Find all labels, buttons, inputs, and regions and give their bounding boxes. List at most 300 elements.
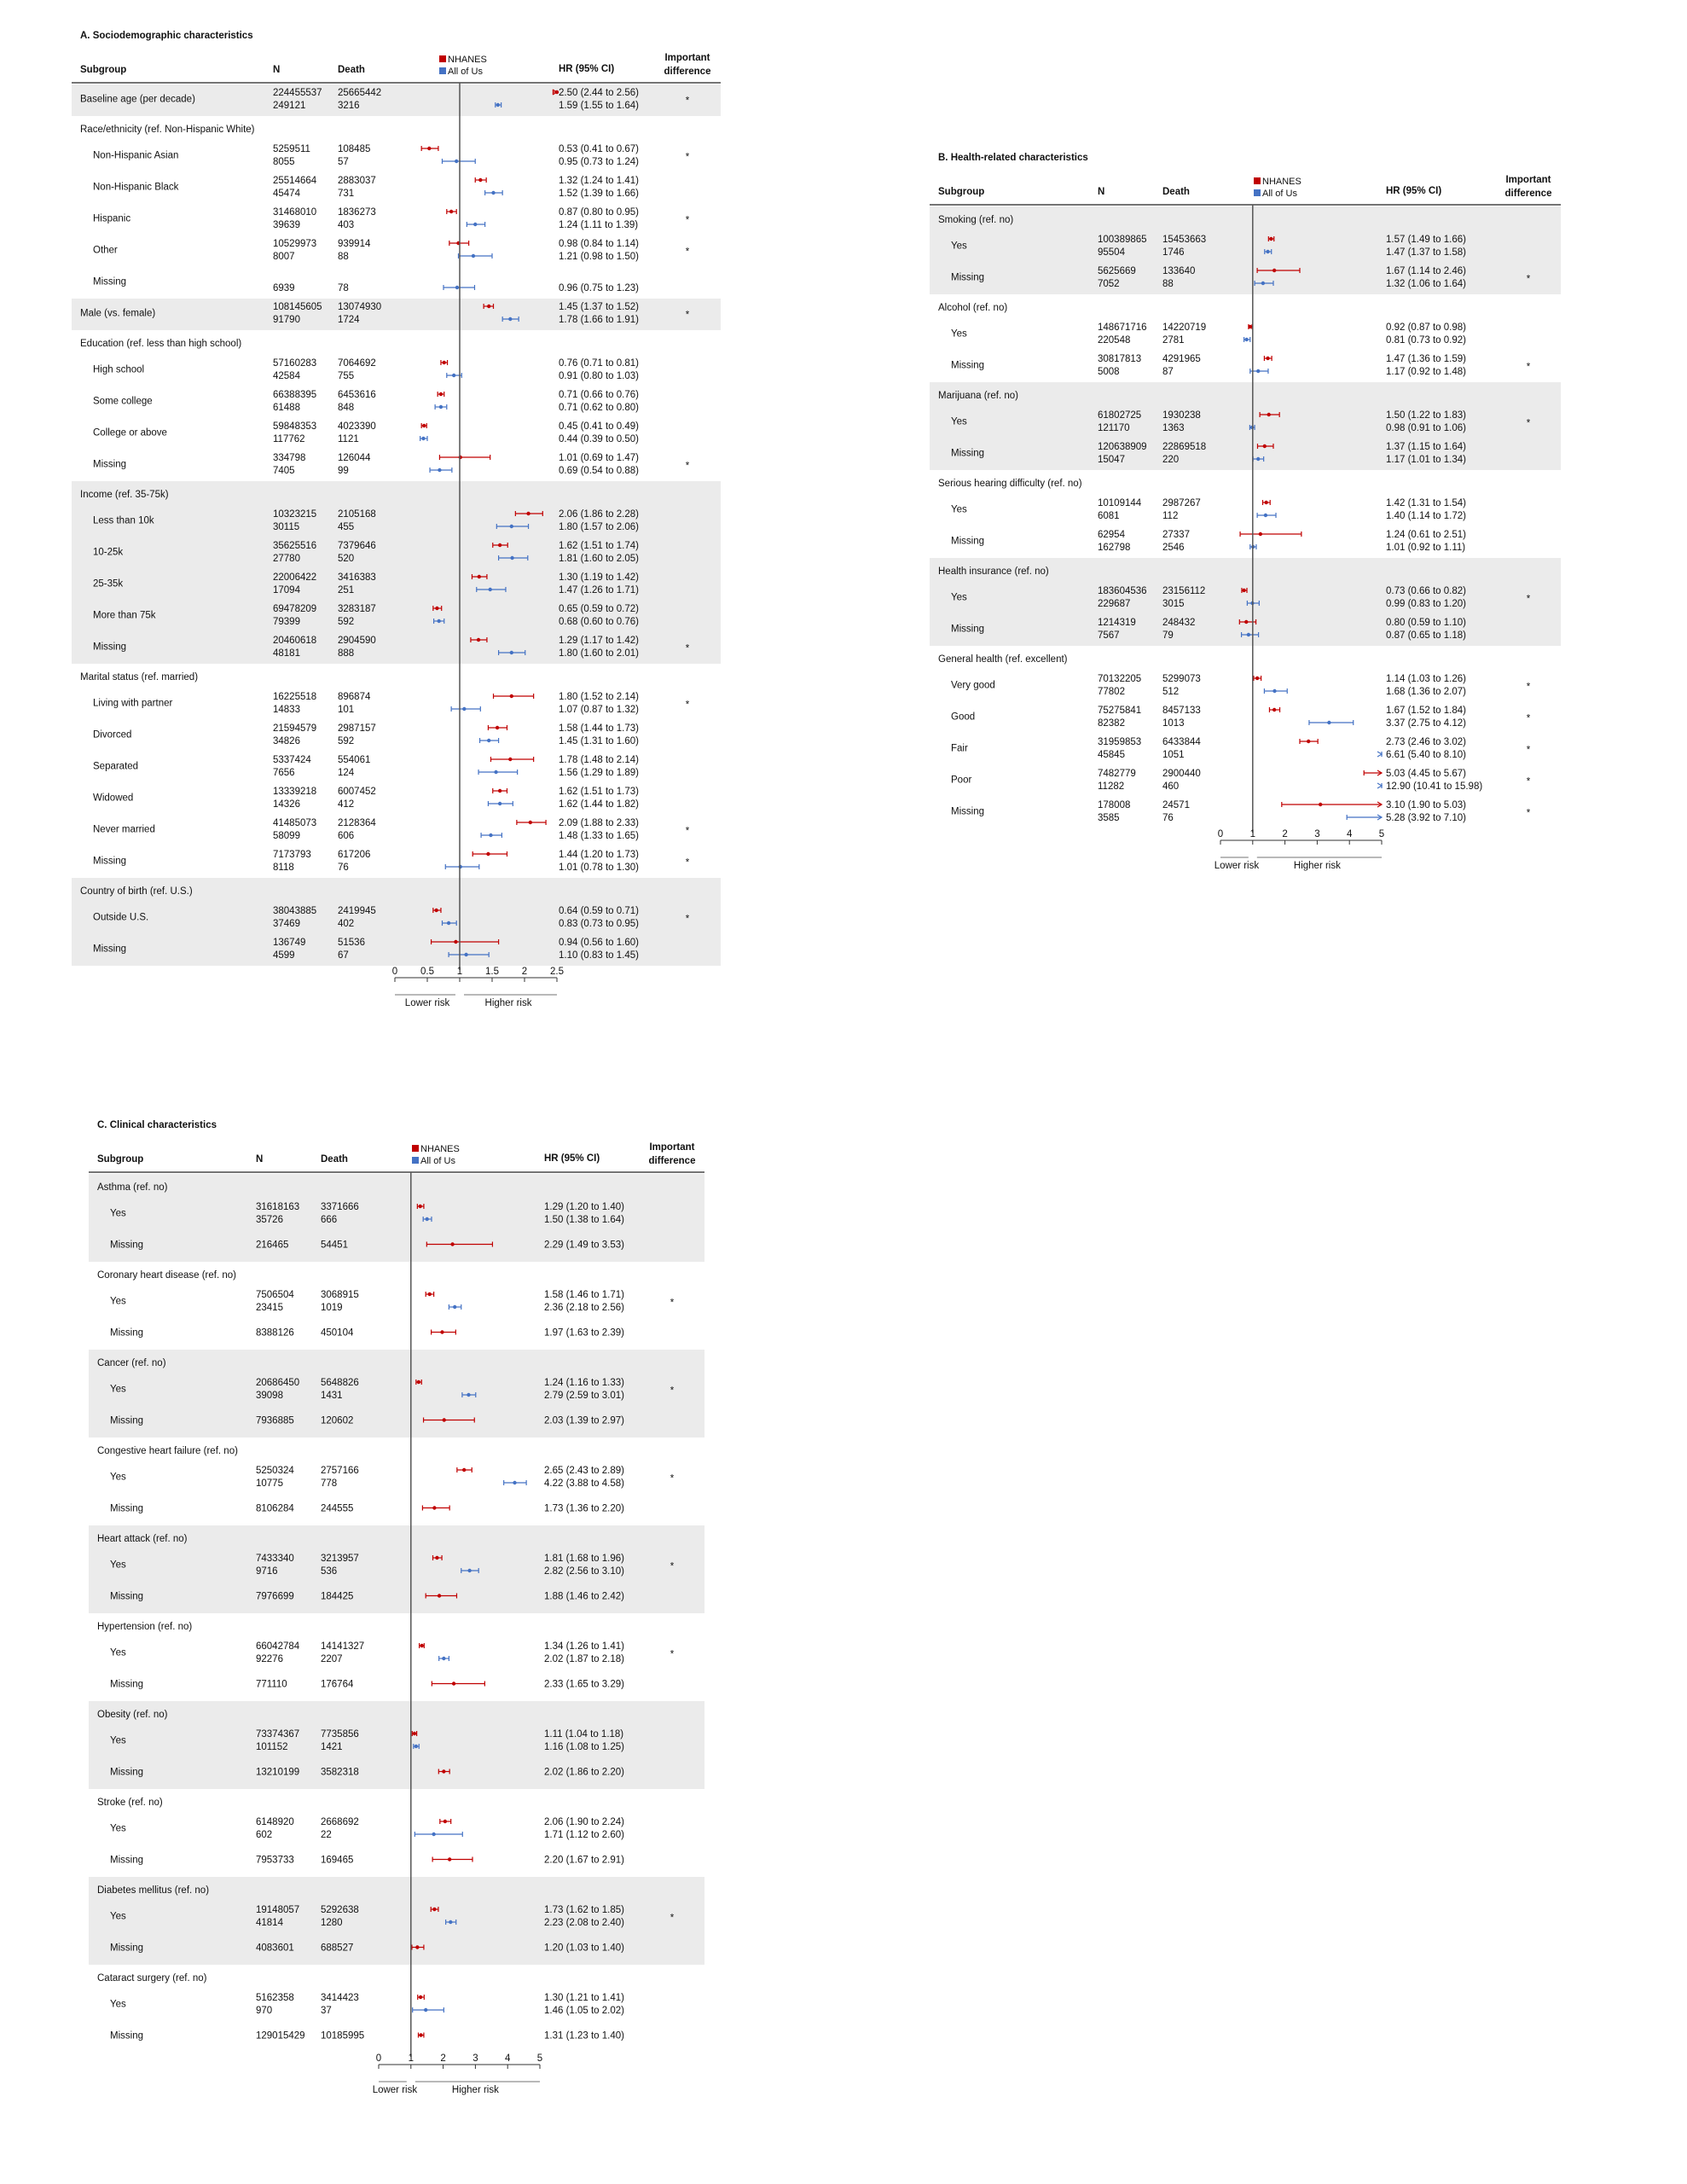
hr-text-nhanes: 1.29 (1.20 to 1.40): [544, 1202, 624, 1212]
header-important: Important: [649, 1142, 695, 1153]
point-estimate-nhanes: [462, 1468, 466, 1472]
death-value-aou: 78: [338, 283, 349, 293]
row-label: Missing: [93, 856, 126, 867]
hr-text-aou: 0.69 (0.54 to 0.88): [559, 466, 639, 476]
row-label: Missing: [110, 2030, 143, 2042]
n-value-nhanes: 66042784: [256, 1641, 300, 1652]
n-value-aou: 101152: [256, 1742, 288, 1752]
point-estimate-nhanes: [1259, 532, 1262, 536]
hr-text-nhanes: 1.57 (1.49 to 1.66): [1386, 235, 1466, 245]
important-marker: *: [685, 215, 690, 226]
n-value-nhanes: 6148920: [256, 1817, 294, 1827]
point-estimate-nhanes: [1244, 620, 1248, 624]
death-value-nhanes: 4291965: [1162, 354, 1201, 364]
death-value-aou: 755: [338, 371, 355, 381]
death-value-aou: 592: [338, 736, 355, 746]
block-4: [930, 558, 1561, 646]
row-label: Missing: [951, 536, 984, 547]
block-0: [72, 84, 721, 116]
important-marker: *: [670, 1473, 675, 1484]
table-row: [110, 1504, 624, 1514]
point-estimate-aou: [437, 619, 440, 623]
x-tick-label: 1: [408, 2053, 415, 2064]
x-tick-label: 2.5: [550, 967, 564, 977]
point-estimate-nhanes: [419, 2033, 422, 2036]
n-value-aou: 79399: [273, 617, 300, 627]
death-value-aou: 112: [1162, 511, 1179, 521]
hr-text-nhanes: 1.01 (0.69 to 1.47): [559, 453, 639, 463]
panel-sociodemographic: [72, 31, 721, 1008]
table-row: [93, 723, 639, 746]
death-value-aou: 731: [338, 189, 355, 199]
point-estimate-aou: [432, 1833, 435, 1836]
hr-text-aou: 1.32 (1.06 to 1.64): [1386, 279, 1466, 289]
table-body: [89, 1174, 704, 2042]
point-estimate-aou: [459, 865, 462, 868]
panel-clinical: [89, 1120, 704, 2095]
point-estimate-aou: [449, 1920, 452, 1924]
hr-text-nhanes: 0.80 (0.59 to 1.10): [1386, 618, 1466, 628]
hr-text-nhanes: 2.29 (1.49 to 3.53): [544, 1240, 624, 1251]
point-estimate-aou: [467, 1393, 470, 1397]
row-label: Missing: [110, 1240, 143, 1251]
n-value-nhanes: 4083601: [256, 1943, 294, 1954]
point-estimate-nhanes: [419, 1995, 422, 1999]
n-value-nhanes: 38043885: [273, 906, 317, 916]
block-heading: Cataract surgery (ref. no): [97, 1973, 207, 1984]
death-value-aou: 592: [338, 617, 355, 627]
block-5: [97, 1622, 675, 1690]
n-value-aou: 3585: [1098, 813, 1120, 823]
hr-text-nhanes: 1.58 (1.46 to 1.71): [544, 1290, 624, 1300]
death-value-nhanes: 120602: [321, 1415, 354, 1426]
point-estimate-aou: [455, 160, 458, 163]
n-value-nhanes: 16225518: [273, 692, 317, 702]
table-row: [951, 674, 1531, 697]
death-value-nhanes: 5648826: [321, 1378, 359, 1388]
block-3: [97, 1446, 675, 1514]
death-value-aou: 402: [338, 919, 355, 929]
hr-text-nhanes: 1.42 (1.31 to 1.54): [1386, 498, 1466, 508]
n-value-nhanes: 5625669: [1098, 266, 1136, 276]
hr-text-aou: 1.46 (1.05 to 2.02): [544, 2006, 624, 2016]
n-value-aou: 37469: [273, 919, 300, 929]
death-value-aou: 22: [321, 1830, 332, 1840]
n-value-aou: 6939: [273, 283, 295, 293]
block-heading: Marital status (ref. married): [80, 672, 199, 682]
point-estimate-nhanes: [427, 147, 431, 150]
hr-text-aou: 3.37 (2.75 to 4.12): [1386, 718, 1466, 729]
point-estimate-nhanes: [1272, 708, 1276, 712]
table-row: [951, 800, 1531, 823]
death-value-aou: 512: [1162, 687, 1180, 697]
point-estimate-nhanes: [1263, 444, 1267, 448]
death-value-aou: 124: [338, 768, 355, 778]
table-row: [951, 498, 1466, 521]
hr-text-aou: 1.80 (1.57 to 2.06): [559, 522, 639, 532]
point-estimate-aou: [1247, 633, 1250, 636]
point-estimate-aou: [453, 1305, 456, 1309]
death-value-nhanes: 6007452: [338, 787, 376, 797]
death-value-aou: 101: [338, 705, 355, 715]
block-5: [80, 672, 690, 873]
n-value-aou: 7567: [1098, 630, 1120, 641]
n-value-aou: 10775: [256, 1478, 283, 1489]
table-row: [110, 1993, 624, 2016]
n-value-nhanes: 108145605: [273, 302, 322, 312]
hr-text-aou: 1.52 (1.39 to 1.66): [559, 189, 639, 199]
hr-text-aou: 1.56 (1.29 to 1.89): [559, 768, 639, 778]
point-estimate-aou: [510, 651, 513, 654]
death-value-nhanes: 2904590: [338, 636, 376, 646]
n-value-nhanes: 216465: [256, 1240, 289, 1251]
higher-risk-label: Higher risk: [451, 2085, 499, 2095]
n-value-nhanes: 7482779: [1098, 769, 1136, 779]
hr-text-nhanes: 0.45 (0.41 to 0.49): [559, 421, 639, 432]
death-value-nhanes: 7379646: [338, 541, 376, 551]
n-value-aou: 970: [256, 2006, 273, 2016]
death-value-nhanes: 7064692: [338, 358, 376, 369]
x-tick-label: 3: [1314, 829, 1320, 839]
ci-arrow-aou: [1377, 783, 1382, 788]
table-row: [951, 354, 1531, 377]
death-value-nhanes: 8457133: [1162, 706, 1201, 716]
important-marker: *: [685, 152, 690, 163]
n-value-nhanes: 178008: [1098, 800, 1131, 810]
row-label: Good: [951, 712, 976, 723]
row-label: Missing: [93, 459, 126, 470]
death-value-aou: 76: [1162, 813, 1174, 823]
important-marker: *: [1526, 745, 1531, 756]
point-estimate-aou: [513, 1481, 516, 1484]
hr-text-aou: 0.96 (0.75 to 1.23): [559, 283, 639, 293]
row-label: Missing: [110, 1591, 143, 1602]
block-2: [930, 382, 1561, 470]
row-label: Yes: [110, 1472, 126, 1483]
point-estimate-nhanes: [450, 1242, 454, 1246]
block-5: [938, 654, 1531, 823]
hr-text-aou: 4.22 (3.88 to 4.58): [544, 1478, 624, 1489]
point-estimate-nhanes: [478, 178, 482, 182]
death-value-nhanes: 133640: [1162, 266, 1196, 276]
header-important: Important: [664, 53, 710, 63]
row-label: Non-Hispanic Asian: [93, 150, 179, 161]
lower-risk-label: Lower risk: [1214, 861, 1260, 871]
block-2: [72, 299, 721, 330]
death-value-nhanes: 3213957: [321, 1554, 359, 1564]
header-hr: HR (95% CI): [544, 1153, 600, 1164]
important-marker: *: [685, 310, 690, 321]
death-value-nhanes: 2128364: [338, 818, 376, 828]
hr-text-nhanes: 2.20 (1.67 to 2.91): [544, 1855, 624, 1866]
death-value-nhanes: 3414423: [321, 1993, 359, 2003]
header-important: Important: [1505, 175, 1551, 185]
point-estimate-aou: [494, 770, 497, 774]
death-value-nhanes: 2105168: [338, 509, 376, 520]
n-value-aou: 8007: [273, 252, 295, 262]
point-estimate-aou: [438, 468, 441, 472]
n-value-aou: 602: [256, 1830, 273, 1840]
hr-text-aou: 1.48 (1.33 to 1.65): [559, 831, 639, 841]
legend-swatch-aou: [439, 67, 446, 74]
death-value-nhanes: 1930238: [1162, 410, 1201, 421]
n-value-nhanes: 100389865: [1098, 235, 1147, 245]
n-value-aou: 14326: [273, 799, 300, 810]
block-heading: Coronary heart disease (ref. no): [97, 1270, 236, 1281]
hr-text-nhanes: 0.64 (0.59 to 0.71): [559, 906, 639, 916]
n-value-nhanes: 73374367: [256, 1729, 300, 1740]
n-value-nhanes: 7936885: [256, 1415, 294, 1426]
row-label: Yes: [110, 1208, 126, 1219]
point-estimate-aou: [439, 405, 443, 409]
table-row: [93, 453, 690, 476]
row-label: Baseline age (per decade): [80, 94, 195, 105]
row-label: Yes: [110, 1735, 126, 1746]
point-estimate-nhanes: [477, 638, 480, 642]
death-value-nhanes: 2883037: [338, 176, 376, 186]
death-value-nhanes: 169465: [321, 1855, 354, 1866]
point-estimate-nhanes: [478, 575, 481, 578]
block-heading: Income (ref. 35-75k): [80, 490, 169, 500]
row-label: Yes: [951, 592, 967, 603]
n-value-nhanes: 13210199: [256, 1767, 300, 1778]
point-estimate-aou: [462, 707, 466, 711]
n-value-aou: 45845: [1098, 750, 1125, 760]
n-value-nhanes: 57160283: [273, 358, 317, 369]
block-heading: Stroke (ref. no): [97, 1798, 163, 1808]
hr-text-nhanes: 1.29 (1.17 to 1.42): [559, 636, 639, 646]
n-value-nhanes: 30817813: [1098, 354, 1142, 364]
hr-text-aou: 1.71 (1.12 to 2.60): [544, 1830, 624, 1840]
death-value-aou: 1051: [1162, 750, 1185, 760]
death-value-aou: 87: [1162, 367, 1174, 377]
death-value-nhanes: 51536: [338, 938, 365, 948]
hr-text-aou: 1.47 (1.26 to 1.71): [559, 585, 639, 595]
row-label: Non-Hispanic Black: [93, 182, 179, 193]
table-row: [93, 176, 639, 199]
hr-text-nhanes: 1.20 (1.03 to 1.40): [544, 1943, 624, 1954]
block-8: [89, 1877, 704, 1965]
higher-risk-label: Higher risk: [484, 998, 532, 1008]
hr-text-aou: 0.87 (0.65 to 1.18): [1386, 630, 1466, 641]
n-value-nhanes: 148671716: [1098, 322, 1147, 333]
legend-swatch-nhanes: [439, 55, 446, 62]
table-row: [93, 692, 690, 715]
death-value-aou: 3216: [338, 101, 360, 111]
death-value-nhanes: 6453616: [338, 390, 376, 400]
row-label: Missing: [110, 1943, 143, 1954]
hr-text-aou: 1.07 (0.87 to 1.32): [559, 705, 639, 715]
n-value-nhanes: 22006422: [273, 572, 317, 583]
death-value-nhanes: 108485: [338, 144, 371, 154]
point-estimate-nhanes: [420, 1644, 423, 1647]
panel-title: C. Clinical characteristics: [97, 1120, 217, 1130]
hr-text-nhanes: 2.09 (1.88 to 2.33): [559, 818, 639, 828]
point-estimate-nhanes: [496, 726, 499, 729]
header-difference: difference: [664, 67, 711, 77]
lower-risk-label: Lower risk: [404, 998, 450, 1008]
hr-text-aou: 1.78 (1.66 to 1.91): [559, 315, 639, 325]
header-difference: difference: [648, 1156, 696, 1166]
row-label: Yes: [951, 241, 967, 252]
point-estimate-nhanes: [498, 789, 501, 793]
n-value-aou: 27780: [273, 554, 300, 564]
row-label: Missing: [93, 944, 126, 955]
death-value-aou: 88: [338, 252, 349, 262]
death-value-nhanes: 3371666: [321, 1202, 359, 1212]
block-7: [97, 1798, 624, 1866]
hr-text-aou: 1.01 (0.92 to 1.11): [1386, 543, 1466, 553]
important-marker: *: [670, 1561, 675, 1572]
point-estimate-nhanes: [443, 1820, 447, 1823]
block-9: [97, 1973, 624, 2042]
death-value-aou: 455: [338, 522, 355, 532]
hr-text-nhanes: 0.87 (0.80 to 0.95): [559, 207, 639, 218]
death-value-aou: 88: [1162, 279, 1174, 289]
n-value-aou: 61488: [273, 403, 300, 413]
point-estimate-aou: [510, 525, 513, 528]
block-2: [89, 1350, 704, 1438]
x-tick-label: 4: [504, 2053, 511, 2064]
point-estimate-aou: [1244, 338, 1248, 341]
death-value-nhanes: 24571: [1162, 800, 1190, 810]
block-heading: Alcohol (ref. no): [938, 303, 1008, 313]
table-row: [951, 769, 1531, 792]
point-estimate-nhanes: [419, 1205, 422, 1208]
point-estimate-nhanes: [1267, 413, 1271, 416]
n-value-aou: 11282: [1098, 781, 1125, 792]
n-value-nhanes: 69478209: [273, 604, 317, 614]
header-n: N: [256, 1154, 264, 1165]
legend-label-nhanes: NHANES: [420, 1144, 460, 1154]
x-tick-label: 2: [440, 2053, 446, 2064]
death-value-nhanes: 22869518: [1162, 442, 1207, 452]
death-value-nhanes: 176764: [321, 1679, 354, 1690]
point-estimate-aou: [510, 556, 513, 560]
death-value-aou: 412: [338, 799, 355, 810]
row-label: Missing: [93, 642, 126, 653]
death-value-aou: 251: [338, 585, 355, 595]
hr-text-aou: 0.71 (0.62 to 0.80): [559, 403, 639, 413]
header-death: Death: [321, 1154, 348, 1165]
x-tick-label: 0: [391, 967, 398, 977]
point-estimate-aou: [1266, 250, 1269, 253]
hr-text-nhanes: 5.03 (4.45 to 5.67): [1386, 769, 1466, 779]
x-tick-label: 0: [1217, 829, 1224, 839]
hr-text-aou: 1.45 (1.31 to 1.60): [559, 736, 639, 746]
n-value-nhanes: 5259511: [273, 144, 310, 154]
n-value-nhanes: 7173793: [273, 850, 311, 860]
table-row: [110, 1817, 624, 1840]
point-estimate-aou: [489, 588, 492, 591]
hr-text-aou: 0.99 (0.83 to 1.20): [1386, 599, 1466, 609]
block-heading: Heart attack (ref. no): [97, 1534, 188, 1544]
hr-text-aou: 0.68 (0.60 to 0.76): [559, 617, 639, 627]
row-label: Missing: [93, 276, 126, 288]
hr-text-nhanes: 1.78 (1.48 to 2.14): [559, 755, 639, 765]
row-label: Yes: [110, 1911, 126, 1922]
hr-text-nhanes: 2.50 (2.44 to 2.56): [559, 88, 639, 98]
important-marker: *: [1526, 362, 1531, 373]
table-row: [951, 530, 1466, 553]
n-value-nhanes: 8106284: [256, 1503, 294, 1514]
point-estimate-aou: [1256, 457, 1260, 461]
death-value-aou: 1431: [321, 1391, 343, 1401]
row-label: Yes: [951, 416, 967, 427]
hr-text-nhanes: 1.80 (1.52 to 2.14): [559, 692, 639, 702]
x-tick-label: 5: [1378, 829, 1385, 839]
row-label: Missing: [110, 1327, 143, 1339]
death-value-nhanes: 3068915: [321, 1290, 359, 1300]
table-row: [110, 1641, 675, 1664]
death-value-aou: 76: [338, 863, 349, 873]
hr-text-aou: 1.01 (0.78 to 1.30): [559, 863, 639, 873]
block-6: [89, 1701, 704, 1789]
point-estimate-aou: [1250, 426, 1254, 429]
point-estimate-nhanes: [498, 543, 501, 547]
death-value-aou: 3015: [1162, 599, 1185, 609]
row-label: Missing: [951, 448, 984, 459]
hr-text-nhanes: 1.24 (0.61 to 2.51): [1386, 530, 1466, 540]
hr-text-aou: 0.81 (0.73 to 0.92): [1386, 335, 1466, 346]
n-value-aou: 7405: [273, 466, 295, 476]
death-value-aou: 520: [338, 554, 355, 564]
row-label: High school: [93, 364, 145, 375]
hr-text-aou: 12.90 (10.41 to 15.98): [1386, 781, 1483, 792]
hr-text-aou: 2.02 (1.87 to 2.18): [544, 1654, 624, 1664]
block-heading: Asthma (ref. no): [97, 1182, 168, 1193]
death-value-aou: 606: [338, 831, 355, 841]
row-label: Outside U.S.: [93, 912, 149, 923]
row-label: Some college: [93, 396, 153, 407]
block-heading: Obesity (ref. no): [97, 1710, 168, 1720]
hr-text-nhanes: 2.65 (2.43 to 2.89): [544, 1466, 624, 1476]
hr-text-aou: 1.47 (1.37 to 1.58): [1386, 247, 1466, 258]
block-heading: General health (ref. excellent): [938, 654, 1068, 665]
row-label: Living with partner: [93, 698, 173, 709]
row-label: Missing: [951, 272, 984, 283]
important-marker: *: [1526, 682, 1531, 693]
important-marker: *: [670, 1913, 675, 1924]
point-estimate-aou: [489, 834, 492, 837]
point-estimate-aou: [426, 1217, 429, 1221]
block-heading: Race/ethnicity (ref. Non-Hispanic White): [80, 125, 255, 135]
important-marker: *: [1526, 274, 1531, 285]
header-n: N: [1098, 187, 1105, 197]
hr-text-aou: 2.82 (2.56 to 3.10): [544, 1566, 624, 1577]
header-subgroup: Subgroup: [97, 1154, 144, 1165]
n-value-aou: 6081: [1098, 511, 1120, 521]
death-value-aou: 57: [338, 157, 349, 167]
row-label: Divorced: [93, 729, 132, 741]
n-value-nhanes: 41485073: [273, 818, 317, 828]
n-value-nhanes: 20686450: [256, 1378, 300, 1388]
hr-text-nhanes: 1.73 (1.62 to 1.85): [544, 1905, 624, 1915]
death-value-nhanes: 3582318: [321, 1767, 359, 1778]
hr-text-aou: 5.28 (3.92 to 7.10): [1386, 813, 1466, 823]
x-tick-label: 1.5: [485, 967, 499, 977]
row-label: Male (vs. female): [80, 308, 156, 319]
hr-text-aou: 1.10 (0.83 to 1.45): [559, 950, 639, 961]
n-value-aou: 95504: [1098, 247, 1125, 258]
point-estimate-nhanes: [1266, 357, 1269, 360]
n-value-aou: 7656: [273, 768, 295, 778]
death-value-nhanes: 617206: [338, 850, 371, 860]
important-marker: *: [685, 247, 690, 258]
point-estimate-nhanes: [434, 909, 438, 912]
point-estimate-nhanes: [555, 90, 559, 94]
death-value-aou: 1121: [338, 434, 359, 444]
